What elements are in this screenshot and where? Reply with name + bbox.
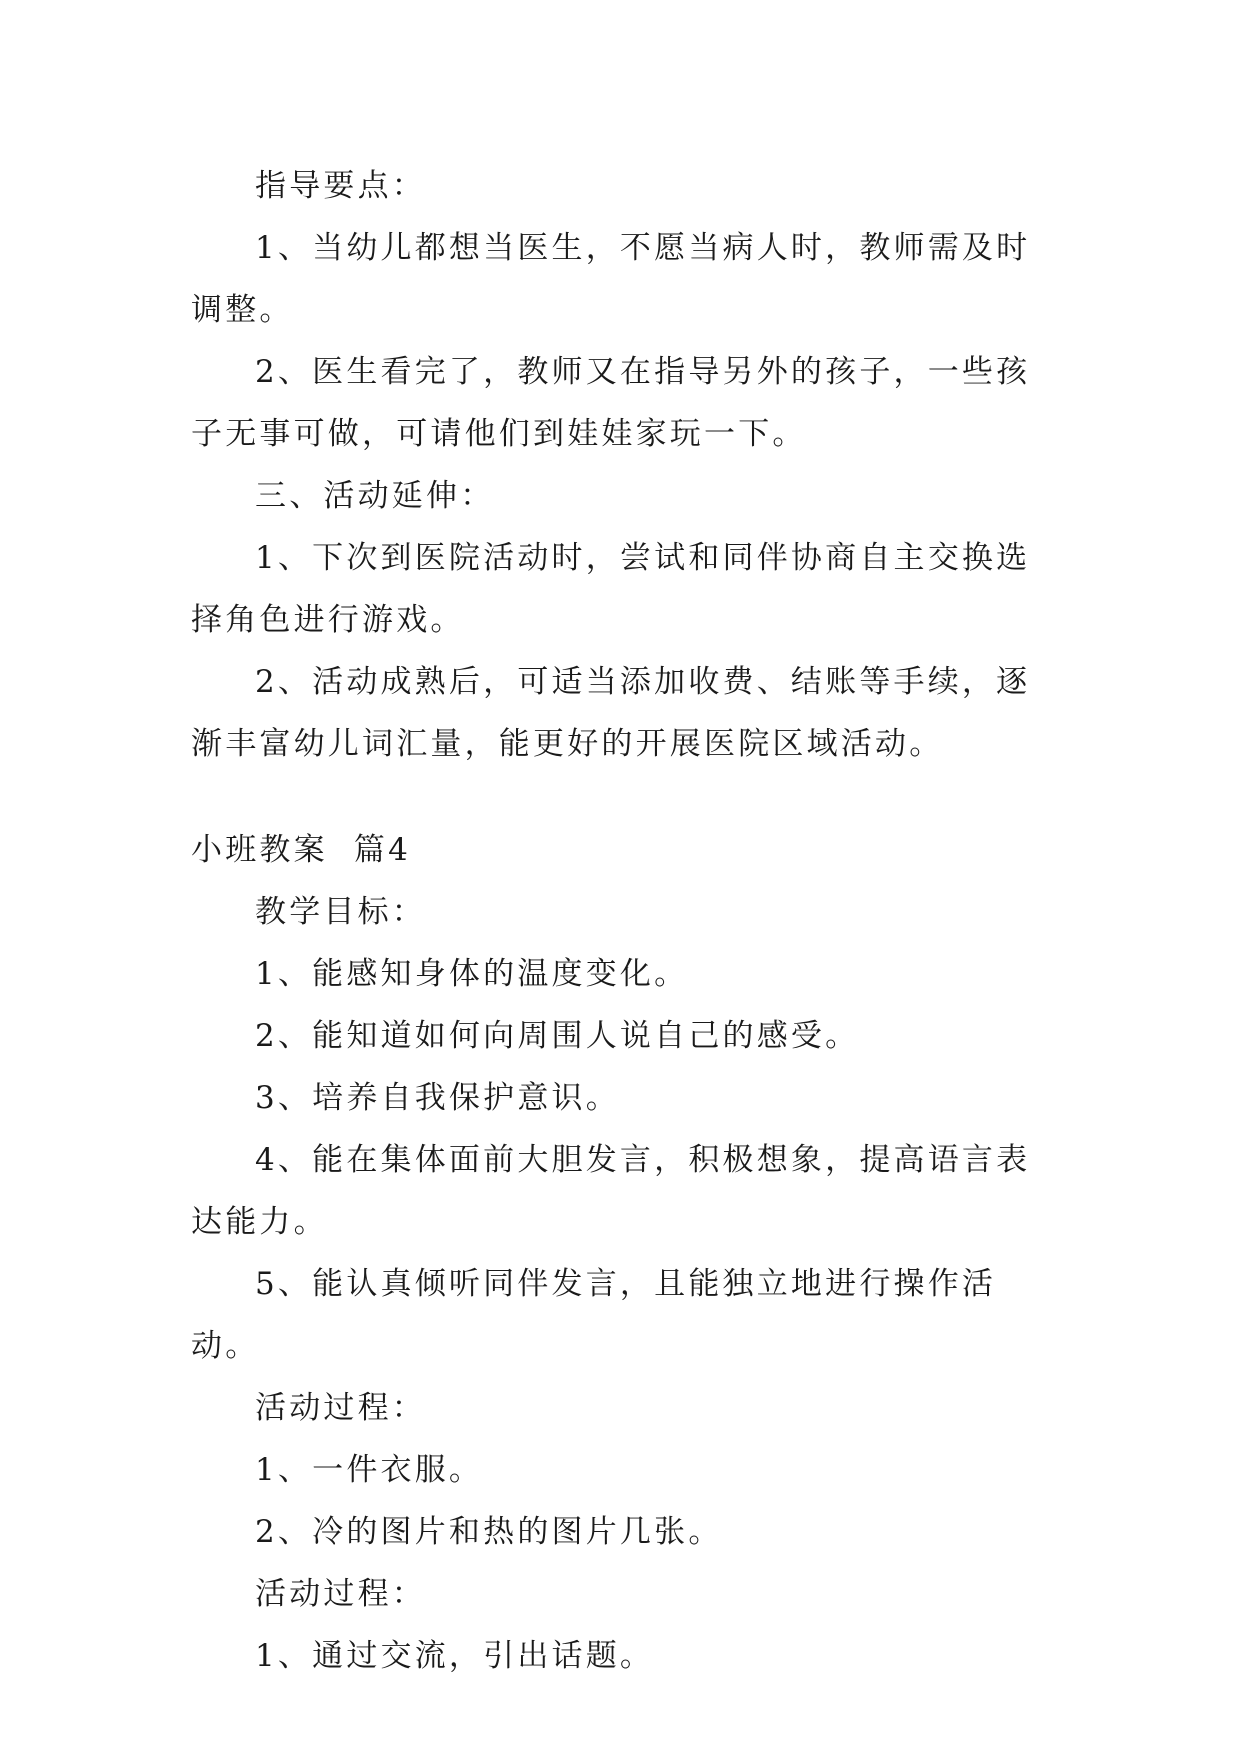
list-item: 3、培养自我保护意识。 xyxy=(255,1080,620,1116)
paragraph: 1、当幼儿都想当医生，不愿当病人时，教师需及时调整。 xyxy=(191,230,1031,328)
section-heading: 三、活动延伸： xyxy=(255,478,495,514)
list-item: 1、一件衣服。 xyxy=(255,1452,484,1488)
list-item: 1、能感知身体的温度变化。 xyxy=(255,956,689,992)
paragraph: 1、下次到医院活动时，尝试和同伴协商自主交换选择角色进行游戏。 xyxy=(191,540,1031,638)
list-item: 4、能在集体面前大胆发言，积极想象，提高语言表达能力。 xyxy=(191,1142,1031,1240)
lesson-title: 小班教案 篇4 xyxy=(191,832,412,868)
list-item: 5、能认真倾听同伴发言，且能独立地进行操作活动。 xyxy=(191,1266,997,1364)
list-item: 2、能知道如何向周围人说自己的感受。 xyxy=(255,1018,860,1054)
document-body xyxy=(191,155,1061,1687)
paragraph: 指导要点： xyxy=(255,168,426,204)
section-heading: 教学目标： xyxy=(255,894,426,930)
section-heading: 活动过程： xyxy=(255,1576,426,1612)
paragraph: 2、医生看完了，教师又在指导另外的孩子，一些孩子无事可做，可请他们到娃娃家玩一下。 xyxy=(191,354,1031,452)
section-heading: 活动过程： xyxy=(255,1390,426,1426)
list-item: 1、通过交流，引出话题。 xyxy=(255,1638,655,1674)
paragraph: 2、活动成熟后，可适当添加收费、结账等手续，逐渐丰富幼儿词汇量，能更好的开展医院区域活动。 xyxy=(191,664,1031,762)
list-item: 2、冷的图片和热的图片几张。 xyxy=(255,1514,723,1550)
